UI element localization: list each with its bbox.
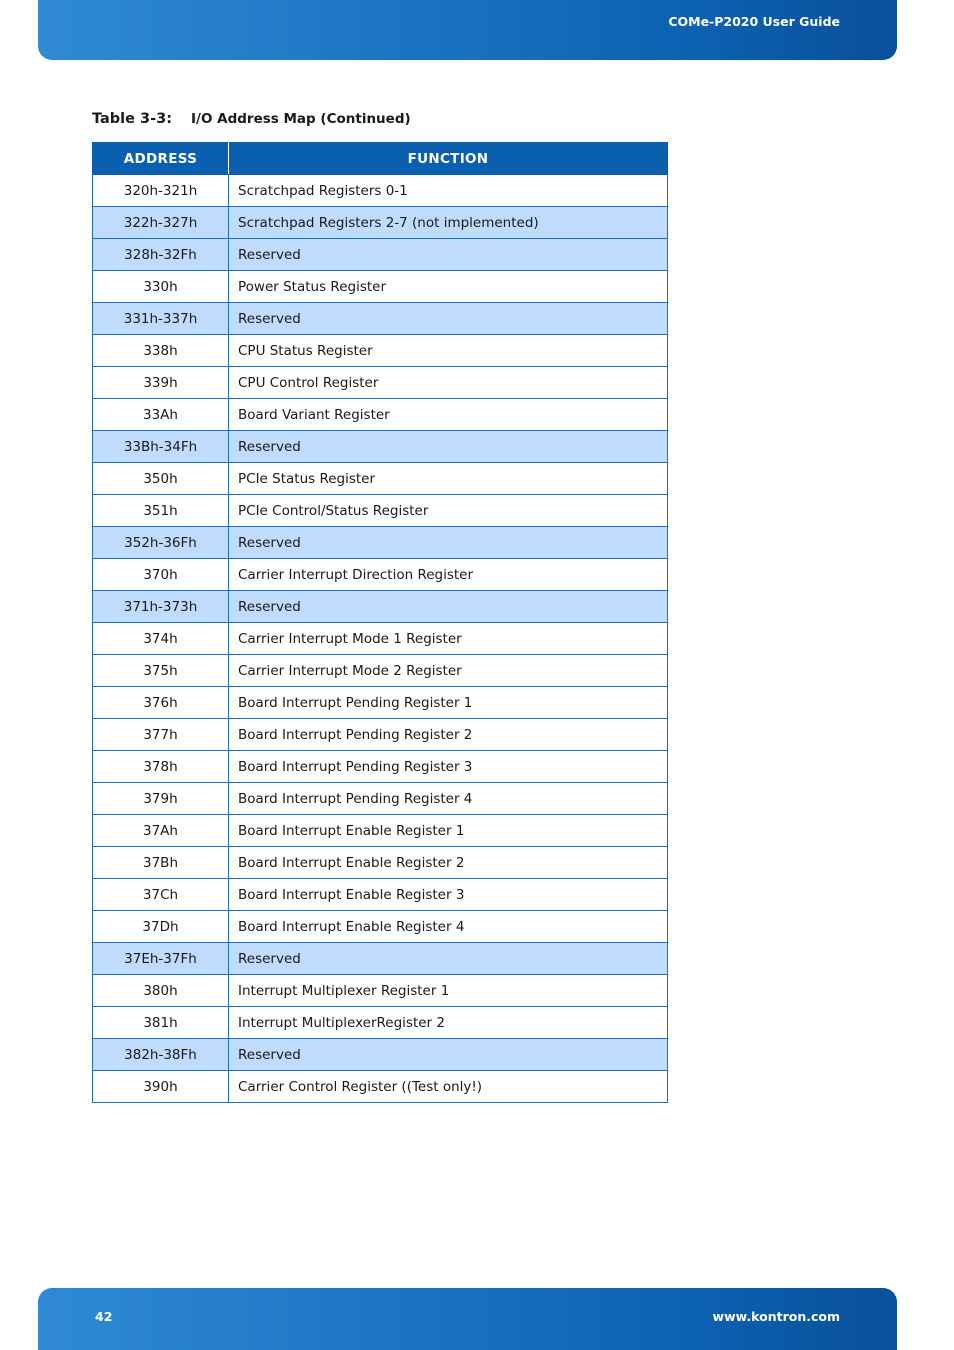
table-row: [93, 687, 668, 719]
function-cell: Carrier Interrupt Mode 1 Register: [229, 623, 668, 655]
address-cell: 374h: [93, 623, 229, 655]
function-cell: Board Interrupt Pending Register 3: [229, 751, 668, 783]
page-footer: [38, 1288, 897, 1350]
function-cell: Board Interrupt Pending Register 4: [229, 783, 668, 815]
function-cell: PCIe Status Register: [229, 463, 668, 495]
table-row: [93, 495, 668, 527]
function-cell: PCIe Control/Status Register: [229, 495, 668, 527]
table-row: [93, 239, 668, 271]
table-row: [93, 815, 668, 847]
function-cell: Board Interrupt Pending Register 1: [229, 687, 668, 719]
address-cell: 330h: [93, 271, 229, 303]
function-cell: Board Interrupt Enable Register 2: [229, 847, 668, 879]
address-cell: 375h: [93, 655, 229, 687]
function-cell: Reserved: [229, 591, 668, 623]
function-cell: Reserved: [229, 943, 668, 975]
address-cell: 37Eh-37Fh: [93, 943, 229, 975]
function-cell: Carrier Interrupt Direction Register: [229, 559, 668, 591]
address-cell: 382h-38Fh: [93, 1039, 229, 1071]
column-header-function: FUNCTION: [229, 143, 668, 175]
table-caption-title: I/O Address Map (Continued): [191, 111, 411, 127]
address-cell: 352h-36Fh: [93, 527, 229, 559]
address-cell: 33Bh-34Fh: [93, 431, 229, 463]
table-row: [93, 975, 668, 1007]
table-row: [93, 431, 668, 463]
table-row: [93, 527, 668, 559]
address-cell: 37Ah: [93, 815, 229, 847]
table-row: [93, 623, 668, 655]
address-cell: 380h: [93, 975, 229, 1007]
table-caption: [92, 111, 411, 127]
address-cell: 320h-321h: [93, 175, 229, 207]
table-row: [93, 1007, 668, 1039]
address-cell: 37Bh: [93, 847, 229, 879]
table-caption-label: Table 3-3:: [92, 111, 173, 127]
table-row: [93, 1039, 668, 1071]
table-row: [93, 303, 668, 335]
table-row: [93, 399, 668, 431]
function-cell: Board Interrupt Enable Register 4: [229, 911, 668, 943]
table-row: [93, 911, 668, 943]
io-address-map-table: [92, 142, 668, 1103]
table-row: [93, 335, 668, 367]
function-cell: Board Interrupt Enable Register 3: [229, 879, 668, 911]
address-cell: 350h: [93, 463, 229, 495]
function-cell: Interrupt Multiplexer Register 1: [229, 975, 668, 1007]
address-cell: 390h: [93, 1071, 229, 1103]
function-cell: Reserved: [229, 1039, 668, 1071]
function-cell: CPU Status Register: [229, 335, 668, 367]
function-cell: Scratchpad Registers 2-7 (not implemented): [229, 207, 668, 239]
function-cell: Board Variant Register: [229, 399, 668, 431]
table-body: [93, 175, 668, 1103]
address-cell: 376h: [93, 687, 229, 719]
address-cell: 322h-327h: [93, 207, 229, 239]
function-cell: Carrier Interrupt Mode 2 Register: [229, 655, 668, 687]
address-cell: 371h-373h: [93, 591, 229, 623]
address-cell: 370h: [93, 559, 229, 591]
function-cell: CPU Control Register: [229, 367, 668, 399]
table-row: [93, 783, 668, 815]
address-cell: 37Ch: [93, 879, 229, 911]
column-header-address: ADDRESS: [93, 143, 229, 175]
page-number: 42: [95, 1309, 113, 1324]
table-row: [93, 463, 668, 495]
function-cell: Reserved: [229, 431, 668, 463]
address-cell: 339h: [93, 367, 229, 399]
table-row: [93, 175, 668, 207]
address-cell: 33Ah: [93, 399, 229, 431]
table-row: [93, 367, 668, 399]
function-cell: Reserved: [229, 527, 668, 559]
address-cell: 379h: [93, 783, 229, 815]
function-cell: Board Interrupt Pending Register 2: [229, 719, 668, 751]
website-link[interactable]: www.kontron.com: [712, 1309, 840, 1324]
function-cell: Board Interrupt Enable Register 1: [229, 815, 668, 847]
address-cell: 328h-32Fh: [93, 239, 229, 271]
address-cell: 378h: [93, 751, 229, 783]
address-cell: 37Dh: [93, 911, 229, 943]
function-cell: Reserved: [229, 303, 668, 335]
table-row: [93, 207, 668, 239]
address-cell: 338h: [93, 335, 229, 367]
function-cell: Carrier Control Register ((Test only!): [229, 1071, 668, 1103]
address-cell: 331h-337h: [93, 303, 229, 335]
table-row: [93, 559, 668, 591]
function-cell: Power Status Register: [229, 271, 668, 303]
address-cell: 377h: [93, 719, 229, 751]
table-row: [93, 879, 668, 911]
table-row: [93, 1071, 668, 1103]
table-header-row: [93, 143, 668, 175]
table-row: [93, 943, 668, 975]
address-cell: 351h: [93, 495, 229, 527]
table-row: [93, 271, 668, 303]
table-row: [93, 591, 668, 623]
function-cell: Interrupt MultiplexerRegister 2: [229, 1007, 668, 1039]
table-row: [93, 847, 668, 879]
function-cell: Reserved: [229, 239, 668, 271]
page-header: [38, 0, 897, 60]
address-cell: 381h: [93, 1007, 229, 1039]
function-cell: Scratchpad Registers 0-1: [229, 175, 668, 207]
table-row: [93, 751, 668, 783]
table-row: [93, 719, 668, 751]
document-title: COMe-P2020 User Guide: [668, 14, 840, 29]
table-row: [93, 655, 668, 687]
